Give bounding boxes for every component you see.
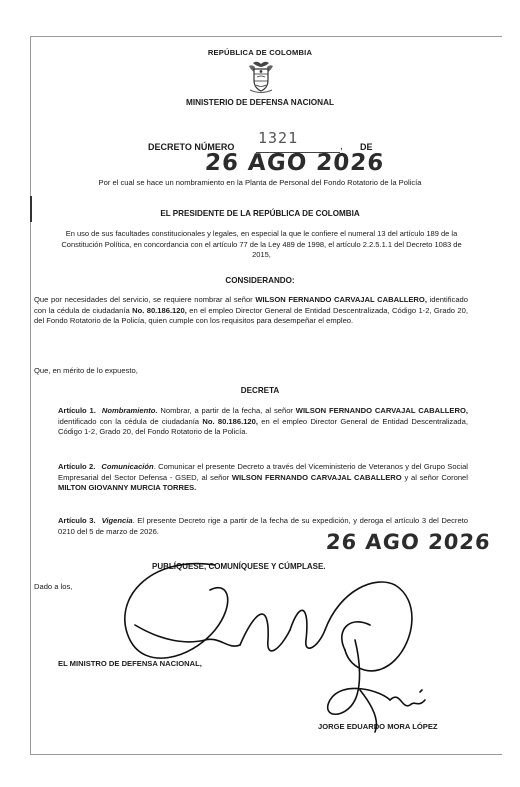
article-3-title: Vigencia — [101, 516, 133, 525]
decree-number-value: 1321 — [258, 129, 299, 147]
article-2 — [58, 462, 468, 494]
decree-number-label: DECRETO NÚMERO — [148, 142, 235, 152]
date-stamp-top: 26 AGO 2026 — [204, 150, 386, 176]
article-2-text-1: . Comunicar el presente Decreto a través del Viceministerio de Veteranos y del Grupo Social Empresarial del Sector Defensa - GSED, al señor — [58, 462, 468, 482]
date-stamp-bottom: 26 AGO 2026 — [325, 530, 492, 554]
considerando-paragraph — [34, 295, 468, 327]
decreta-heading: DECRETA — [240, 386, 280, 395]
article-2-label: Artículo 2. — [58, 462, 96, 471]
considerando-name: WILSON FERNANDO CARVAJAL CABALLERO, — [255, 295, 427, 304]
considerando-text-1: Que por necesidades del servicio, se requiere nombrar al señor — [34, 295, 256, 304]
article-1-text-1: Nombrar, a partir de la fecha, al señor — [157, 406, 296, 415]
article-1-text-3: en el empleo Director General de Entidad Descentralizada, Código 1-2, Grado 20, del Fondo Rotatorio de la Policía. — [58, 416, 468, 437]
page-frame-bottom — [30, 754, 502, 755]
merito-line: Que, en mérito de lo expuesto, — [34, 366, 138, 375]
article-2-name-1: WILSON FERNANDO CARVAJAL CABALLERO — [231, 472, 402, 482]
president-heading: EL PRESIDENTE DE LA REPÚBLICA DE COLOMBIA — [160, 209, 360, 218]
page-frame-top — [30, 36, 502, 37]
article-1-title: Nombramiento. — [101, 406, 158, 415]
republic-heading: REPÚBLICA DE COLOMBIA — [207, 48, 313, 57]
ministry-heading: MINISTERIO DE DEFENSA NACIONAL — [186, 98, 334, 107]
article-2-title: Comunicación — [101, 462, 154, 471]
considerando-heading: CONSIDERANDO: — [225, 276, 295, 285]
article-3-text-1: . El presente Decreto rige a partir de la fecha de su expedición, y deroga el artículo 3 del Decreto 0210 del 5 de marzo de 2026. — [58, 516, 469, 536]
publiquese-line: PUBLÍQUESE, COMUNÍQUESE Y CÚMPLASE. — [152, 562, 326, 571]
minister-name: JORGE EDUARDO MORA LÓPEZ — [318, 722, 438, 731]
article-1-text-2: identificado con la cédula de ciudadanía — [58, 416, 203, 426]
decree-comma: , — [340, 141, 343, 152]
page-frame-left — [30, 36, 31, 754]
decree-de-label: DE — [360, 142, 373, 152]
decree-purpose: Por el cual se hace un nombramiento en la Planta de Personal del Fondo Rotatorio de la Policía — [98, 178, 422, 187]
dado-line: Dado a los, — [34, 582, 73, 591]
article-1 — [58, 406, 468, 438]
minister-title: EL MINISTRO DE DEFENSA NACIONAL, — [58, 659, 202, 668]
article-1-name: WILSON FERNANDO CARVAJAL CABALLERO, — [295, 406, 468, 415]
colombia-coat-of-arms-icon — [247, 60, 275, 94]
article-2-name-2: MILTON GIOVANNY MURCIA TORRES. — [58, 483, 197, 493]
intro-paragraph: En uso de sus facultades constitucionales y legales, en especial la que le confiere el numeral 13 del artículo 189 de la Constitución Política, en concordancia con el artículo 77 de la Ley 489 de 1998, el artículo 2.2.5.1.1 del Decreto 1083 de 2015, — [61, 229, 462, 259]
considerando-id: No. 80.186.120, — [132, 305, 187, 315]
considerando-text-2: identificado con la cédula de ciudadanía — [34, 295, 468, 315]
article-1-label: Artículo 1. — [58, 406, 96, 415]
considerando-text-3: en el empleo Director General de Entidad Descentralizada, Código 1-2, Grado 20, del Fondo Rotatorio de la Policía, quien cumple con los requisitos para desempeñar el empleo. — [34, 305, 468, 326]
article-1-id: No. 80.186.120, — [202, 416, 258, 426]
article-2-text-2: y al señor Coronel — [401, 472, 468, 482]
article-3-label: Artículo 3. — [58, 516, 96, 525]
